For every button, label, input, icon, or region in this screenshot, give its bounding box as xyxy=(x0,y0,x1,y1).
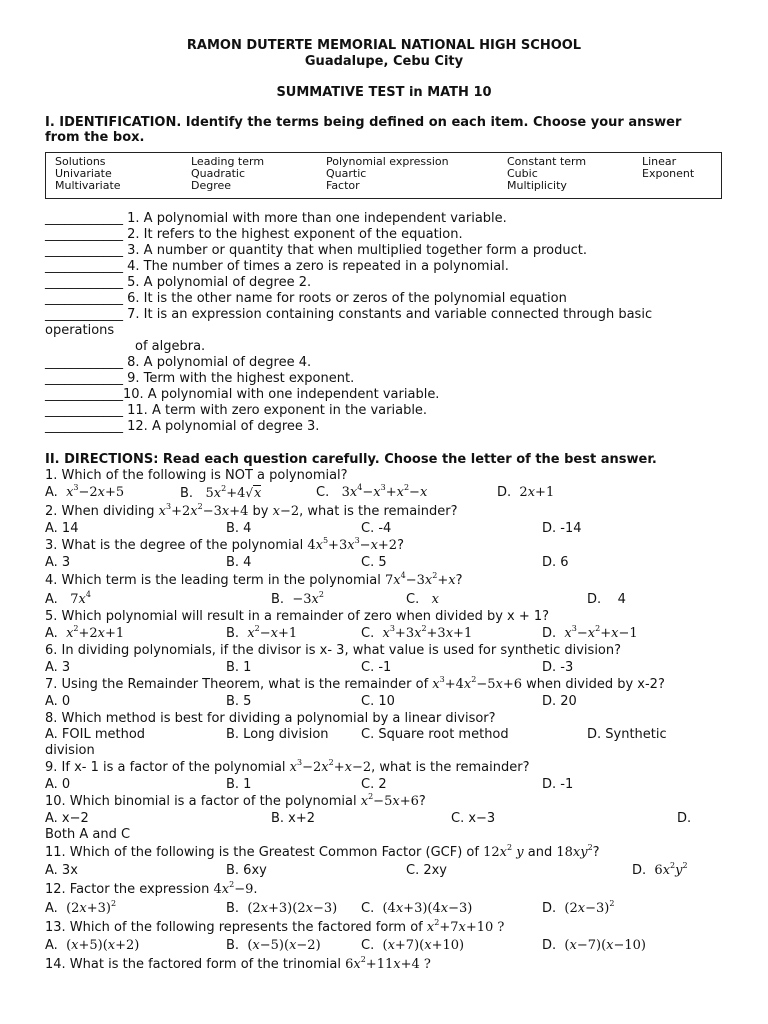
choice-term: Solutions xyxy=(55,155,106,168)
question-5: 5. Which polynomial will result in a remainder of zero when divided by x + 1? xyxy=(45,609,550,624)
answer-blank[interactable]: ____________ xyxy=(45,403,123,418)
choice-term: Polynomial expression xyxy=(326,155,449,168)
option-a[interactable]: A. $(2x+3)^2$ xyxy=(45,899,117,916)
identification-item: ____________10. A polynomial with one independent variable. xyxy=(45,387,440,402)
choice-term: Leading term xyxy=(191,155,265,168)
question-8: 8. Which method is best for dividing a polynomial by a linear divisor? xyxy=(45,711,496,726)
part2-directions: II. DIRECTIONS: Read each question carefully. Choose the letter of the best answer. xyxy=(45,452,657,467)
option-a[interactable]: A. FOIL method xyxy=(45,727,146,742)
choice-term: Constant term xyxy=(507,155,587,168)
option-b[interactable]: B. x+2 xyxy=(271,811,316,826)
identification-item: ____________ 3. A number or quantity that when multiplied together form a product. xyxy=(45,243,587,258)
answer-blank[interactable]: ____________ xyxy=(45,259,123,274)
question-1: 1. Which of the following is NOT a polynomial? xyxy=(45,468,348,483)
option-c[interactable]: C. (4x+3)(4x−3) xyxy=(361,901,473,916)
option-c[interactable]: C. 10 xyxy=(361,694,395,709)
choice-term: Univariate xyxy=(55,167,112,180)
option-c[interactable]: C. 2xy xyxy=(406,863,447,878)
option-a[interactable]: A. 0 xyxy=(45,694,71,709)
option-a[interactable]: A. (x+5)(x+2) xyxy=(45,938,140,953)
option-d[interactable]: D. $6x^2y^2$ xyxy=(632,861,688,878)
choice-term: Cubic xyxy=(507,167,538,180)
answer-blank[interactable]: ____________ xyxy=(45,371,123,386)
part1-instruction-cont: from the box. xyxy=(45,130,145,145)
option-b[interactable]: B. $-3x^2$ xyxy=(271,590,324,607)
option-b[interactable]: B. Long division xyxy=(226,727,329,742)
question-4: 4. Which term is the leading term in the polynomial $7x^4-3x^2+x$? xyxy=(45,571,463,588)
option-d[interactable]: D. xyxy=(677,811,692,826)
question-14: 14. What is the factored form of the trinomial $6x^2+11x+4$ ? xyxy=(45,955,431,972)
option-a[interactable]: A. 0 xyxy=(45,777,71,792)
option-d[interactable]: D. (x−7)(x−10) xyxy=(542,938,647,953)
choice-term: Quartic xyxy=(326,167,367,180)
identification-item-wrap: operations xyxy=(45,323,115,338)
option-d[interactable]: D. -14 xyxy=(542,521,582,536)
option-c[interactable]: C. 2 xyxy=(361,777,387,792)
option-b[interactable]: B. 4 xyxy=(226,555,252,570)
option-d[interactable]: D. $x^3-x^2+x-1$ xyxy=(542,624,638,641)
option-d[interactable]: D. 6 xyxy=(542,555,569,570)
option-a[interactable]: A. x−2 xyxy=(45,811,89,826)
choice-term: Linear xyxy=(642,155,677,168)
answer-blank[interactable]: ____________ xyxy=(45,211,123,226)
question-2: 2. When dividing $x^3+2x^2-3x+4$ by x−2, what is the remainder? xyxy=(45,502,458,519)
option-c[interactable]: C. Square root method xyxy=(361,727,509,742)
choice-term: Exponent xyxy=(642,167,695,180)
option-c[interactable]: C. x−3 xyxy=(451,811,496,826)
option-b[interactable]: B. $x^2-x+1$ xyxy=(226,624,298,641)
answer-blank[interactable]: ____________ xyxy=(45,227,123,242)
choice-term: Multiplicity xyxy=(507,179,567,192)
option-d[interactable]: D. Synthetic xyxy=(587,727,667,742)
option-b[interactable]: B. 1 xyxy=(226,660,252,675)
question-11: 11. Which of the following is the Greatest Common Factor (GCF) of $12x^2$ y and $18xy^2$? xyxy=(45,843,600,860)
option-a[interactable]: A. $7x^4$ xyxy=(45,590,91,607)
option-d[interactable]: D. 20 xyxy=(542,694,577,709)
option-c[interactable]: C. 5 xyxy=(361,555,387,570)
option-d-wrap: Both A and C xyxy=(45,827,131,842)
option-c[interactable]: C. $3x^4-x^3+x^2-x$ xyxy=(316,483,428,500)
option-b[interactable]: B. (2x+3)(2x−3) xyxy=(226,901,338,916)
option-c[interactable]: C. (x+7)(x+10) xyxy=(361,938,465,953)
option-d[interactable]: D. 2x+1 xyxy=(497,485,555,500)
answer-blank[interactable]: ____________ xyxy=(45,387,123,402)
option-b[interactable]: B. 5 xyxy=(226,694,252,709)
answer-blank[interactable]: ____________ xyxy=(45,291,123,306)
choices-box xyxy=(45,152,722,199)
school-name: RAMON DUTERTE MEMORIAL NATIONAL HIGH SCHOOL xyxy=(186,38,582,53)
choice-term: Multivariate xyxy=(55,179,121,192)
choice-term: Quadratic xyxy=(191,167,246,180)
option-b[interactable]: B. 1 xyxy=(226,777,252,792)
answer-blank[interactable]: ____________ xyxy=(45,307,123,322)
choice-term: Factor xyxy=(326,179,360,192)
option-b[interactable]: B. 4 xyxy=(226,521,252,536)
option-a[interactable]: A. 3x xyxy=(45,863,78,878)
answer-blank[interactable]: ____________ xyxy=(45,243,123,258)
identification-item: ____________ 6. It is the other name for roots or zeros of the polynomial equation xyxy=(45,291,567,306)
option-a[interactable]: A. 3 xyxy=(45,660,71,675)
option-c[interactable]: C. x xyxy=(406,592,439,607)
option-b[interactable]: B. (x−5)(x−2) xyxy=(226,938,321,953)
identification-item: ____________ 1. A polynomial with more than one independent variable. xyxy=(45,211,507,226)
identification-item: ____________ 5. A polynomial of degree 2. xyxy=(45,275,312,290)
answer-blank[interactable]: ____________ xyxy=(45,275,123,290)
question-9: 9. If x- 1 is a factor of the polynomial $x^3-2x^2+x-2$, what is the remainder? xyxy=(45,758,530,775)
option-d[interactable]: D. -3 xyxy=(542,660,574,675)
option-d[interactable]: D. -1 xyxy=(542,777,574,792)
option-d[interactable]: D. 4 xyxy=(587,592,626,607)
question-12: 12. Factor the expression $4x^2-9$. xyxy=(45,880,258,897)
question-3: 3. What is the degree of the polynomial $4x^5+3x^3-x+2$? xyxy=(45,536,404,553)
choice-term: Degree xyxy=(191,179,232,192)
option-a[interactable]: A. $x^2+2x+1$ xyxy=(45,624,125,641)
part1-instruction: I. IDENTIFICATION. Identify the terms being defined on each item. Choose your answer xyxy=(45,115,682,130)
identification-item: ____________ 8. A polynomial of degree 4. xyxy=(45,355,312,370)
identification-item: ____________ 2. It refers to the highest exponent of the equation. xyxy=(45,227,463,242)
identification-item: ____________ 7. It is an expression containing constants and variable connected through basic xyxy=(45,307,653,322)
answer-blank[interactable]: ____________ xyxy=(45,419,123,434)
identification-item: ____________ 12. A polynomial of degree 3. xyxy=(45,419,320,434)
identification-item: ____________ 9. Term with the highest exponent. xyxy=(45,371,355,386)
identification-item-wrap: of algebra. xyxy=(135,339,206,354)
question-6: 6. In dividing polynomials, if the divisor is x- 3, what value is used for synthetic division? xyxy=(45,643,622,658)
option-a[interactable]: A. 14 xyxy=(45,521,79,536)
option-a[interactable]: A. $x^3-2x+5$ xyxy=(45,483,125,500)
identification-item: ____________ 4. The number of times a zero is repeated in a polynomial. xyxy=(45,259,509,274)
option-c[interactable]: C. -4 xyxy=(361,521,392,536)
answer-blank[interactable]: ____________ xyxy=(45,355,123,370)
option-a[interactable]: A. 3 xyxy=(45,555,71,570)
option-c[interactable]: C. $x^3+3x^2+3x+1$ xyxy=(361,624,473,641)
school-location: Guadalupe, Cebu City xyxy=(304,54,464,69)
question-10: 10. Which binomial is a factor of the polynomial $x^2-5x+6$? xyxy=(45,792,426,809)
option-c[interactable]: C. -1 xyxy=(361,660,392,675)
question-7: 7. Using the Remainder Theorem, what is the remainder of $x^3+4x^2-5x+6$ when divided by x-2? xyxy=(45,675,665,692)
option-b[interactable]: B. 6xy xyxy=(226,863,267,878)
test-title: SUMMATIVE TEST in MATH 10 xyxy=(276,85,492,100)
option-d-wrap: division xyxy=(45,743,95,758)
option-d[interactable]: D. $(2x-3)^2$ xyxy=(542,899,615,916)
option-b[interactable]: B. $5x^2+4√x$ xyxy=(180,484,262,501)
question-13: 13. Which of the following represents the factored form of $x^2+7x+10$ ? xyxy=(45,918,505,935)
identification-item: ____________ 11. A term with zero exponent in the variable. xyxy=(45,403,428,418)
